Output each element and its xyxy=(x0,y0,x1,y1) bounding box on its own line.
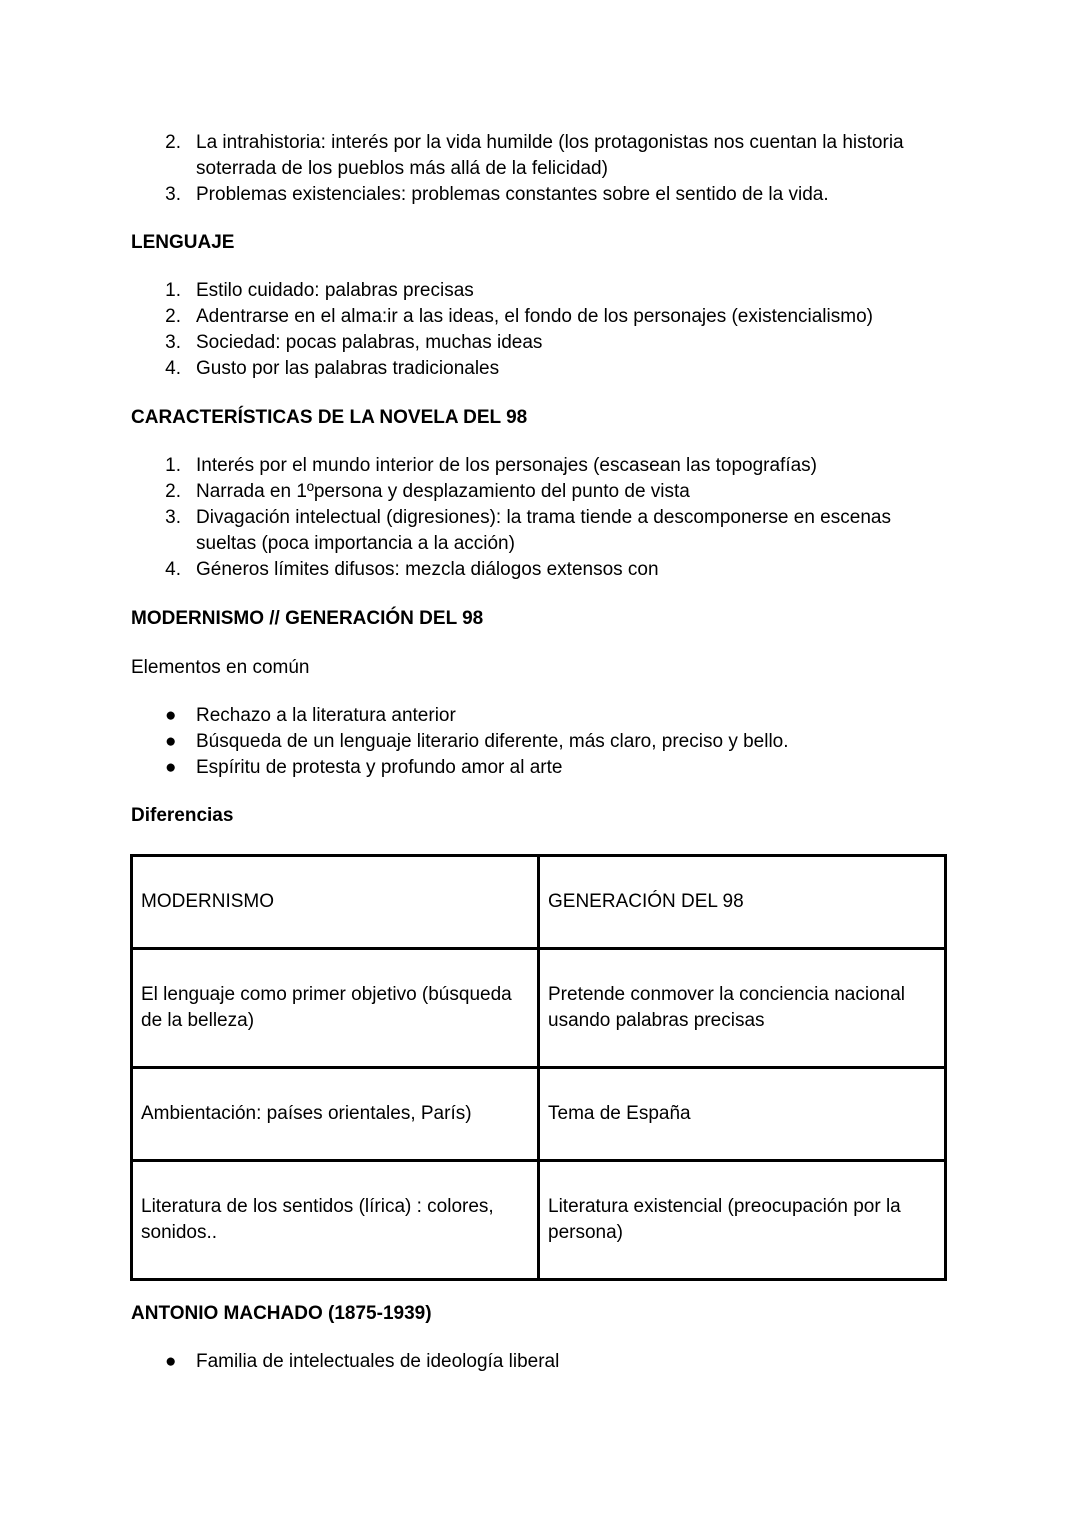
subheading-elementos: Elementos en común xyxy=(131,657,310,678)
heading-diferencias: Diferencias xyxy=(131,805,234,826)
table-cell: MODERNISMO xyxy=(132,856,539,949)
list-text: Narrada en 1ºpersona y desplazamiento del punto de vista xyxy=(196,481,690,502)
list-number: 4. xyxy=(165,559,181,580)
list-number: 1. xyxy=(165,280,181,301)
list-text: Estilo cuidado: palabras precisas xyxy=(196,280,474,301)
list-number: 2. xyxy=(165,132,181,153)
list-text: Problemas existenciales: problemas constantes sobre el sentido de la vida. xyxy=(196,184,829,205)
table-cell: Pretende conmover la conciencia nacional usando palabras precisas xyxy=(539,949,946,1068)
list-text: Familia de intelectuales de ideología liberal xyxy=(196,1351,560,1372)
elementos-list xyxy=(131,703,951,781)
intro-list xyxy=(131,130,951,208)
list-text: Interés por el mundo interior de los personajes (escasean las topografías) xyxy=(196,455,818,476)
bullet-icon: ● xyxy=(165,757,177,778)
lenguaje-list xyxy=(131,278,951,382)
list-item xyxy=(131,1349,951,1375)
list-number: 2. xyxy=(165,306,181,327)
table-cell: Ambientación: países orientales, París) xyxy=(132,1068,539,1161)
list-item xyxy=(131,729,951,755)
table-row xyxy=(132,1161,946,1280)
list-number: 3. xyxy=(165,184,181,205)
heading-machado: ANTONIO MACHADO (1875-1939) xyxy=(131,1303,432,1324)
heading-lenguaje: LENGUAJE xyxy=(131,232,235,253)
list-text: Sociedad: pocas palabras, muchas ideas xyxy=(196,332,543,353)
list-text: Rechazo a la literatura anterior xyxy=(196,705,456,726)
novela-list xyxy=(131,453,951,583)
table-cell: GENERACIÓN DEL 98 xyxy=(539,856,946,949)
list-text: Búsqueda de un lenguaje literario diferente, más claro, preciso y bello. xyxy=(196,731,789,752)
list-item xyxy=(131,479,951,505)
table-cell: Tema de España xyxy=(539,1068,946,1161)
list-number: 1. xyxy=(165,455,181,476)
heading-novela: CARACTERÍSTICAS DE LA NOVELA DEL 98 xyxy=(131,407,528,428)
list-number: 3. xyxy=(165,507,181,528)
list-item xyxy=(131,557,951,583)
list-item xyxy=(131,755,951,781)
list-text: Gusto por las palabras tradicionales xyxy=(196,358,500,379)
table-cell: El lenguaje como primer objetivo (búsqueda de la belleza) xyxy=(132,949,539,1068)
table-row xyxy=(132,1068,946,1161)
list-number: 3. xyxy=(165,332,181,353)
list-item xyxy=(131,356,951,382)
list-item xyxy=(131,304,951,330)
list-item xyxy=(131,505,951,557)
bullet-icon: ● xyxy=(165,705,177,726)
table-row xyxy=(132,949,946,1068)
list-text: Adentrarse en el alma:ir a las ideas, el fondo de los personajes (existencialismo) xyxy=(196,306,873,327)
bullet-icon: ● xyxy=(165,731,177,752)
list-number: 2. xyxy=(165,481,181,502)
table-row xyxy=(132,856,946,949)
list-item xyxy=(131,130,951,182)
list-item xyxy=(131,330,951,356)
list-text: Espíritu de protesta y profundo amor al arte xyxy=(196,757,563,778)
list-number: 4. xyxy=(165,358,181,379)
machado-list xyxy=(131,1349,951,1375)
diferencias-table xyxy=(130,854,947,1281)
list-item xyxy=(131,703,951,729)
list-text: Divagación intelectual (digresiones): la trama tiende a descomponerse en escenas sueltas (poca importancia a la acción) xyxy=(196,507,891,554)
list-text: La intrahistoria: interés por la vida humilde (los protagonistas nos cuentan la historia soterrada de los pueblos más allá de la felicidad) xyxy=(196,132,904,179)
bullet-icon: ● xyxy=(165,1351,177,1372)
table-cell: Literatura de los sentidos (lírica) : colores, sonidos.. xyxy=(132,1161,539,1280)
heading-comparacion: MODERNISMO // GENERACIÓN DEL 98 xyxy=(131,608,484,629)
table-cell: Literatura existencial (preocupación por la persona) xyxy=(539,1161,946,1280)
list-item xyxy=(131,453,951,479)
list-item xyxy=(131,182,951,208)
list-item xyxy=(131,278,951,304)
list-text: Géneros límites difusos: mezcla diálogos extensos con xyxy=(196,559,659,580)
